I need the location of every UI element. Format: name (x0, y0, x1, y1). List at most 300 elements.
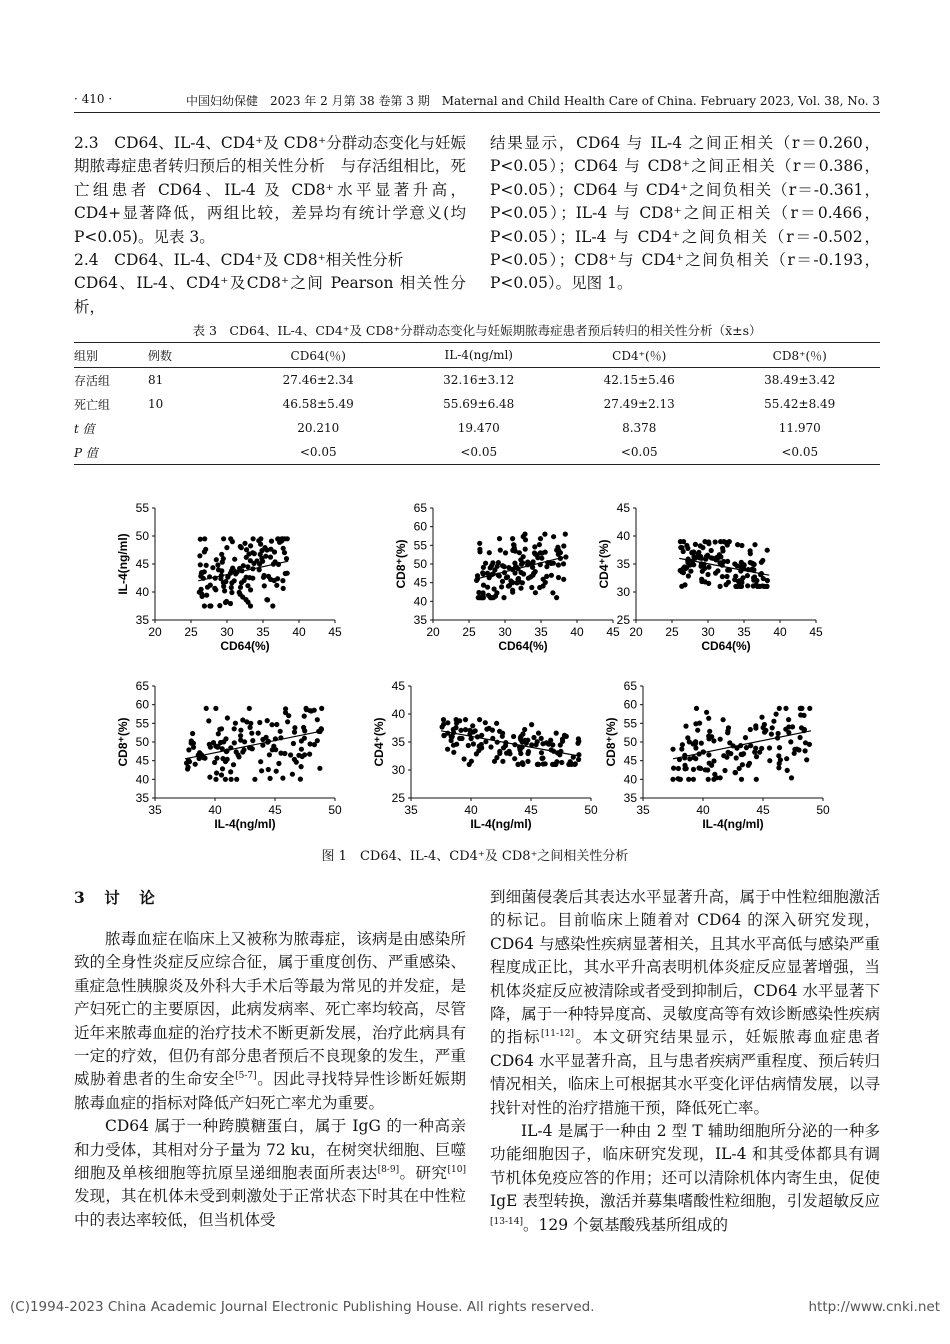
data-point (694, 706, 699, 711)
data-point (298, 777, 303, 782)
data-point (680, 742, 685, 747)
data-point (282, 751, 287, 756)
data-point (274, 583, 279, 588)
data-point (312, 742, 317, 747)
data-point (252, 777, 257, 782)
data-point (497, 729, 502, 734)
data-point (706, 736, 711, 741)
data-point (203, 547, 208, 552)
y-tick-label: 50 (135, 529, 149, 543)
y-tick-label: 60 (135, 697, 149, 712)
data-point (221, 536, 226, 541)
data-point (670, 747, 675, 752)
data-point (248, 603, 253, 608)
data-point (473, 728, 478, 733)
data-point (457, 736, 462, 741)
data-point (750, 566, 755, 571)
data-point (224, 545, 229, 550)
data-point (207, 775, 212, 780)
data-point (228, 769, 233, 774)
data-point (783, 706, 788, 711)
data-point (561, 543, 566, 548)
data-point (723, 540, 728, 545)
data-point (566, 762, 571, 767)
data-point (503, 743, 508, 748)
data-point (539, 750, 544, 755)
table-cell: <0.05 (720, 440, 881, 465)
data-point (689, 550, 694, 555)
data-point (718, 584, 723, 589)
data-point (525, 759, 530, 764)
y-tick-label: 50 (413, 557, 427, 571)
data-point (522, 532, 527, 537)
data-point (745, 583, 750, 588)
data-point (238, 592, 243, 597)
data-point (754, 754, 759, 759)
data-point (531, 571, 536, 576)
data-point (720, 574, 725, 579)
x-tick-label: 45 (606, 625, 620, 639)
data-point (501, 595, 506, 600)
data-point (714, 775, 719, 780)
data-point (752, 542, 757, 547)
paragraph-text: 。研究 (399, 1164, 448, 1183)
data-point (751, 575, 756, 580)
data-point (556, 575, 561, 580)
data-point (784, 756, 789, 761)
data-point (700, 545, 705, 550)
data-point (221, 584, 226, 589)
table-row (74, 440, 880, 465)
y-tick-label: 30 (391, 763, 405, 777)
table-cell: 42.15±5.46 (603, 373, 675, 387)
data-point (717, 552, 722, 557)
x-tick-label: 25 (462, 625, 476, 639)
data-point (291, 741, 296, 746)
data-point (532, 544, 537, 549)
data-point (302, 736, 307, 741)
data-point (477, 541, 482, 546)
data-point (292, 725, 297, 730)
discussion-right-column (490, 886, 880, 1237)
data-point (740, 575, 745, 580)
y-tick-label: 60 (413, 519, 427, 534)
data-point (495, 564, 500, 569)
data-point (284, 556, 289, 561)
data-point (720, 546, 725, 551)
data-point (534, 552, 539, 557)
data-point (483, 720, 488, 725)
citation: [11-12] (541, 1029, 574, 1040)
data-point (281, 586, 286, 591)
data-point (265, 597, 270, 602)
data-point (518, 751, 523, 756)
x-tick-label: 25 (665, 625, 679, 639)
data-point (268, 776, 273, 781)
data-point (733, 770, 738, 775)
scatter-plot (116, 679, 342, 831)
data-point (743, 735, 748, 740)
data-point (189, 738, 194, 743)
data-point (441, 717, 446, 722)
data-point (752, 562, 757, 567)
section-2-3-title: 2.3 CD64、IL-4、CD4⁺及 CD8⁺分群动态变化与妊娠期脓毒症患者转归预后的相关性分析 (74, 134, 466, 176)
table-cell: t 值 (74, 421, 95, 436)
data-point (785, 768, 790, 773)
table-caption: 表 3 CD64、IL-4、CD4⁺及 CD8⁺分群动态变化与妊娠期脓毒症患者预后转归的相关性分析（x̄±s） (192, 323, 762, 338)
data-point (490, 728, 495, 733)
data-point (554, 595, 559, 600)
y-tick-label: 55 (135, 501, 149, 515)
data-point (801, 713, 806, 718)
data-point (454, 742, 459, 747)
scatter-plot (116, 501, 342, 653)
data-point (198, 537, 203, 542)
y-axis-label: CD4⁺(%) (372, 717, 386, 767)
data-point (548, 738, 553, 743)
data-point (544, 574, 549, 579)
data-point (238, 733, 243, 738)
table-cell: 27.49±2.13 (603, 397, 675, 411)
data-point (498, 548, 503, 553)
table-row (74, 416, 880, 440)
data-point (247, 706, 252, 711)
discussion-paragraph (74, 1115, 466, 1232)
data-point (542, 532, 547, 537)
data-point (713, 571, 718, 576)
y-tick-label: 35 (135, 791, 149, 805)
data-point (479, 733, 484, 738)
data-point (210, 565, 215, 570)
y-tick-label: 35 (616, 557, 630, 571)
paragraph-text: 。本文研究结果显示，妊娠脓毒血症患者 CD64 水平显著升高，且与患者疾病严重程度、预后转归情况相关，临床上可根据其水平变化评估病情发展，以寻找针对性的治疗措施干预，降低死亡率。 (490, 1028, 880, 1117)
paragraph-text: 脓毒血症在临床上又被称为脓毒症，该病是由感染所致的全身性炎症反应综合征，属于重度创伤、严重感染、重症急性胰腺炎及外科大手术后等最为常见的并发症，是产妇死亡的主要原因，此病发病率、死亡率均较高，尽管近年来脓毒血症的治疗技术不断更新发展，治疗此病具有一定的疗效，但仍有部分患者预后不良现象的发生，严重威胁着患者的生命安全 (74, 930, 466, 1089)
x-tick-label: 35 (148, 803, 162, 817)
data-point (315, 717, 320, 722)
scatter-plot (597, 501, 823, 653)
x-tick-label: 40 (570, 625, 584, 639)
x-tick-label: 45 (328, 625, 342, 639)
data-point (251, 561, 256, 566)
data-point (706, 777, 711, 782)
data-point (525, 751, 530, 756)
data-point (751, 583, 756, 588)
data-point (207, 603, 212, 608)
data-point (500, 579, 505, 584)
y-tick-label: 55 (413, 538, 427, 553)
data-point (707, 729, 712, 734)
journal-line: 中国妇幼保健 2023 年 2 月第 38 卷第 3 期 Maternal and Child Health Care of China. February 2023, Vol. 38, No. 3 (185, 94, 880, 108)
data-point (697, 721, 702, 726)
y-tick-label: 30 (616, 585, 630, 599)
data-point (551, 534, 556, 539)
data-point (476, 595, 481, 600)
data-point (477, 549, 482, 554)
data-point (709, 548, 714, 553)
data-point (713, 539, 718, 544)
data-point (705, 572, 710, 577)
data-point (248, 725, 253, 730)
data-point (477, 717, 482, 722)
data-point (798, 706, 803, 711)
data-point (523, 537, 528, 542)
data-point (788, 739, 793, 744)
data-point (244, 575, 249, 580)
y-tick-label: 65 (135, 679, 149, 693)
data-point (739, 777, 744, 782)
data-point (735, 542, 740, 547)
data-point (248, 543, 253, 548)
data-point (190, 731, 195, 736)
data-point (214, 756, 219, 761)
y-tick-label: 35 (623, 791, 637, 805)
data-point (193, 762, 198, 767)
table-header-row (74, 343, 880, 368)
y-tick-label: 35 (413, 613, 427, 627)
data-point (671, 766, 676, 771)
data-point (684, 543, 689, 548)
data-point (536, 731, 541, 736)
data-point (213, 706, 218, 711)
data-point (270, 747, 275, 752)
data-point (759, 746, 764, 751)
y-tick-label: 50 (135, 735, 149, 749)
header-cd64: CD64(％) (238, 343, 399, 368)
table-row (74, 392, 880, 416)
data-point (691, 755, 696, 760)
data-point (753, 746, 758, 751)
data-point (777, 761, 782, 766)
data-point (442, 733, 447, 738)
page-number: · 410 · (74, 92, 113, 106)
x-axis-label: CD64(%) (498, 639, 548, 653)
data-point (266, 574, 271, 579)
data-point (264, 735, 269, 740)
data-point (704, 710, 709, 715)
data-point (561, 577, 566, 582)
x-tick-label: 40 (292, 625, 306, 639)
data-point (219, 726, 224, 731)
data-point (776, 731, 781, 736)
data-point (229, 580, 234, 585)
data-point (774, 712, 779, 717)
data-point (556, 562, 561, 567)
data-point (494, 755, 499, 760)
data-point (299, 747, 304, 752)
data-point (232, 740, 237, 745)
data-point (458, 728, 463, 733)
data-point (807, 706, 812, 711)
data-point (204, 706, 209, 711)
x-tick-label: 20 (629, 625, 643, 639)
data-point (221, 556, 226, 561)
data-point (302, 714, 307, 719)
data-point (235, 752, 240, 757)
data-point (573, 761, 578, 766)
data-point (693, 745, 698, 750)
x-axis-label: CD64(%) (220, 639, 270, 653)
data-point (523, 547, 528, 552)
results-right-column (490, 132, 880, 296)
data-point (510, 536, 515, 541)
scatter-plot (372, 679, 598, 831)
section-2-3 (74, 132, 466, 249)
y-tick-label: 40 (616, 529, 630, 543)
data-point (520, 739, 525, 744)
data-point (703, 579, 708, 584)
data-point (550, 742, 555, 747)
running-header (74, 92, 880, 113)
y-axis-label: CD8⁺(%) (394, 539, 408, 589)
data-point (722, 768, 727, 773)
copyright-footer (10, 1299, 940, 1315)
table-cell: 8.378 (622, 421, 657, 435)
data-point (734, 755, 739, 760)
y-tick-label: 40 (623, 772, 637, 787)
results-table (74, 342, 880, 465)
table-cell: 存活组 (74, 373, 111, 388)
table-cell: 81 (148, 373, 164, 387)
data-point (686, 777, 691, 782)
data-point (494, 721, 499, 726)
data-point (487, 550, 492, 555)
data-point (466, 743, 471, 748)
table-cell: 19.470 (457, 421, 500, 435)
data-point (559, 760, 564, 765)
figure-caption: 图 1 CD64、IL-4、CD4⁺及 CD8⁺之间相关性分析 (321, 849, 629, 864)
citation: [10] (447, 1164, 466, 1175)
data-point (277, 540, 282, 545)
y-tick-label: 65 (623, 679, 637, 693)
header-cd4: CD4⁺(％) (559, 343, 720, 368)
data-point (576, 739, 581, 744)
data-point (516, 576, 521, 581)
data-point (240, 749, 245, 754)
x-tick-label: 40 (773, 625, 787, 639)
data-point (242, 541, 247, 546)
data-point (258, 536, 263, 541)
cnki-link[interactable]: http://www.cnki.net (808, 1299, 940, 1315)
data-point (223, 736, 228, 741)
data-point (281, 546, 286, 551)
data-point (259, 768, 264, 773)
discussion-title: 3 讨 论 (74, 888, 157, 907)
data-point (215, 744, 220, 749)
data-point (770, 725, 775, 730)
data-point (214, 557, 219, 562)
data-point (736, 579, 741, 584)
data-point (199, 570, 204, 575)
data-point (769, 732, 774, 737)
y-tick-label: 45 (413, 575, 427, 590)
data-point (519, 570, 524, 575)
data-point (507, 751, 512, 756)
table-cell: 20.210 (297, 421, 340, 435)
data-point (687, 739, 692, 744)
data-point (219, 772, 224, 777)
x-tick-label: 40 (464, 803, 478, 817)
copyright-text: (C)1994-2023 China Academic Journal Electronic Publishing House. All rights reserved. (10, 1299, 595, 1315)
x-tick-label: 20 (148, 625, 162, 639)
data-point (266, 767, 271, 772)
y-tick-label: 40 (391, 707, 405, 721)
data-point (550, 590, 555, 595)
table-cell: 46.58±5.49 (282, 397, 354, 411)
data-point (506, 565, 511, 570)
y-tick-label: 45 (616, 501, 630, 515)
data-point (520, 580, 525, 585)
data-point (223, 579, 228, 584)
data-point (186, 765, 191, 770)
data-point (500, 759, 505, 764)
data-point (463, 717, 468, 722)
data-point (204, 593, 209, 598)
data-point (187, 759, 192, 764)
data-point (278, 729, 283, 734)
data-point (679, 584, 684, 589)
x-tick-label: 50 (328, 803, 342, 817)
discussion-paragraph (74, 928, 466, 1115)
data-point (267, 752, 272, 757)
data-point (270, 603, 275, 608)
data-point (232, 726, 237, 731)
header-count: 例数 (148, 343, 238, 368)
x-tick-label: 35 (256, 625, 270, 639)
data-point (535, 762, 540, 767)
data-point (249, 746, 254, 751)
data-point (754, 777, 759, 782)
data-point (231, 762, 236, 767)
data-point (504, 575, 509, 580)
scatter-plot (394, 501, 620, 653)
data-point (204, 563, 209, 568)
data-point (724, 574, 729, 579)
data-point (299, 764, 304, 769)
data-point (285, 536, 290, 541)
data-point (721, 753, 726, 758)
y-tick-label: 55 (135, 716, 149, 731)
data-point (543, 580, 548, 585)
data-point (481, 595, 486, 600)
data-point (259, 548, 264, 553)
data-point (302, 728, 307, 733)
data-point (765, 548, 770, 553)
data-point (745, 573, 750, 578)
data-point (445, 720, 450, 725)
data-point (202, 756, 207, 761)
data-point (492, 586, 497, 591)
data-point (794, 747, 799, 752)
data-point (522, 727, 527, 732)
data-point (309, 708, 314, 713)
paragraph-text: 到细菌侵袭后其表达水平显著升高，属于中性粒细胞激活的标记。目前临床上随着对 CD64 的深入研究发现，CD64 与感染性疾病显著相关，且其水平高低与感染严重程度成正比，其水平升高表明机体炎症反应显著增强，当机体炎症反应被清除或者受到抑制后，CD64 水平显著下降，属于一种特异度高、灵敏度高等有效诊断感染性疾病的指标 (490, 888, 880, 1047)
y-tick-label: 50 (623, 735, 637, 749)
data-point (759, 715, 764, 720)
data-point (257, 720, 262, 725)
data-point (233, 721, 238, 726)
discussion-left-column (74, 928, 466, 1232)
data-point (467, 762, 472, 767)
data-point (292, 757, 297, 762)
x-axis-label: IL-4(ng/ml) (470, 817, 532, 831)
data-point (529, 722, 534, 727)
data-point (739, 752, 744, 757)
discussion-paragraph (490, 1120, 880, 1237)
header-group: 组别 (74, 343, 148, 368)
data-point (789, 775, 794, 780)
data-point (529, 585, 534, 590)
table-cell: 38.49±3.42 (764, 373, 836, 387)
